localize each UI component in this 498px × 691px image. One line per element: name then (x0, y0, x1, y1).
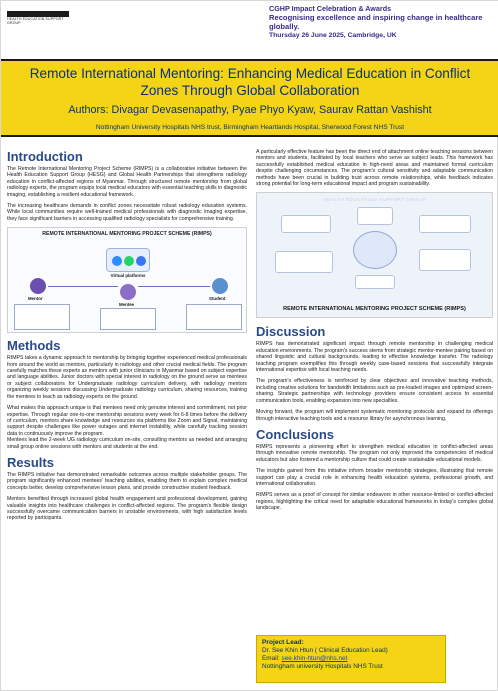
hesg-logo (7, 11, 69, 33)
student-avatar-icon (212, 278, 228, 294)
mentor-description-box (14, 304, 70, 330)
poster-title: Remote International Mentoring: Enhancing Medical Education in Conflict Zones Through Global Collaboration (29, 66, 471, 98)
mentor-label: Mentor (28, 296, 43, 302)
email-link[interactable]: see.khin-htun@nhs.net (281, 655, 348, 662)
infographic-node (355, 275, 395, 289)
rimps-infographic (256, 192, 493, 318)
discussion-paragraph: The program's effectiveness is reinforced by clear objectives and innovative teaching methods, including creative solutions for bandwidth limitations such as pre-loaded images and optimized screen-sharing. Strategic partnerships with technology providers ensure consistent access to essential communication tools, enabling expansion into new specialties. (256, 378, 493, 404)
infographic-node (275, 251, 333, 273)
mentee-student-arrow (138, 286, 210, 287)
conclusions-paragraph: RIMPS serves as a proof of concept for similar endeavors in other resource-limited or conflict-affected regions, highlighting the critical need for adaptable educational frameworks in today's complex global landscape. (256, 492, 493, 512)
conclusions-paragraph: The insights gained from this initiative inform broader mentorship strategies, illustrating that remote support can play a crucial role in enhancing health education systems, professional growth, and international collaboration. (256, 468, 493, 487)
mentor-mentee-arrow (48, 286, 118, 287)
infographic-node (419, 215, 471, 233)
infographic-caption: REMOTE INTERNATIONAL MENTORING PROJECT SCHEME (RIMPS) (283, 306, 466, 313)
event-tagline: Recognising excellence and inspiring change in healthcare globally. (269, 13, 483, 31)
discussion-paragraph: Moving forward, the program will implement systematic monitoring protocols and expand its offerings through interactive teaching tools and a resource library for asynchronous learning. (256, 409, 493, 422)
project-lead-email-row (262, 655, 440, 663)
project-lead-heading: Project Lead: (262, 639, 304, 646)
platform-logos-icon (107, 249, 151, 273)
project-lead-box (256, 635, 446, 683)
conclusions-paragraph: RIMPS represents a pioneering effort to strengthen medical education in conflict-affected areas through innovative remote mentorship. The program not only improved the competencies of medical educators but also fostered a mentorship culture that could create sustainable educational models. (256, 443, 493, 463)
mentoring-hub-icon (353, 231, 397, 269)
results-heading: Results (7, 454, 54, 470)
rimps-diagram (7, 227, 247, 333)
mentee-avatar-icon (120, 284, 136, 300)
methods-heading: Methods (7, 338, 61, 354)
right-column (256, 149, 493, 517)
introduction-paragraph: The increasing healthcare demands in conflict zones necessitate robust radiology education systems. While local communities require well-trained medical professionals with diagnostic imaging expertise, they face significant barriers in accessing qualified radiology specialists for comprehensive training. (7, 203, 247, 222)
email-label: Email: (262, 655, 280, 662)
header-band (1, 1, 498, 59)
logo-text: HEALTH EDUCATION SUPPORT GROUP (7, 17, 64, 25)
discussion-heading: Discussion (256, 324, 326, 340)
event-title: CGHP Impact Celebration & Awards (269, 4, 392, 13)
introduction-heading: Introduction (7, 149, 83, 164)
authors: Authors: Divagar Devasenapathy, Pyae Phyo Kyaw, Saurav Rattan Vashisht (68, 104, 432, 116)
virtual-platforms-label: Virtual platforms (110, 273, 146, 279)
introduction-paragraph: The Remote International Mentoring Project Scheme (RIMPS) is a collaborative initiative between the Health Education Support Group (HESG) and Global Health Partnerships that strengthens radiology education in conflict-affected regions of Myanmar. Through structured remote mentorship from global radiology experts, the program equips local medical educators with essential teaching skills in diagnostic imaging, establishing a resilient educational framework. (7, 166, 247, 198)
event-info (269, 4, 497, 40)
discussion-paragraph: RIMPS has demonstrated significant impact through remote mentorship in challenging medical education environments. The program's success stems from strategic mentor-mentee pairing based on shared linguistic and cultural backgrounds, leading to effective knowledge transfer. The radiology teaching program exemplifies this through weekly case-based sessions that successfully integrate international expertise with local teaching needs. (256, 341, 493, 374)
affiliations: Nottingham University Hospitals NHS trust, Birmingham Heartlands Hospital, Sherwood Forest NHS Trust (95, 124, 405, 131)
methods-paragraph: Mentees lead the 2-week UG radiology curriculum on-site, consulting mentors as needed and arranging small group online sessions with mentors and students at the end. (7, 437, 247, 450)
methods-paragraph: What makes this approach unique is that mentees need only genuine interest and commitment, not prior expertise. Through regular one-to-one mentorship sessions every week for 6-8 times before the delivery of curriculum, mentors share knowledge and resources via platforms like Zoom and Signal, maintaining support despite challenges like power outages and internet instability, while carefully tracking session data to continuously improve the program. (7, 405, 247, 437)
results-continued-paragraph: A particularly effective feature has been the direct end of attachment online teaching sessions between mentors and students, facilitated by local teachers who serve as subject leads. This framework has successfully established medical education in high-need areas and maintained formal curriculum despite challenging circumstances. The program's cultural sensitivity and adaptable communication methods have been crucial in building trust across remote relationships, while feedback indicates strong potential for long-term educational impact and program sustainability. (256, 149, 493, 188)
infographic-node (419, 249, 471, 271)
methods-paragraph: RIMPS takes a dynamic approach to mentorship by bringing together experienced medical professionals from around the world as mentors, particularly in radiology and other crucial medical fields. The program carefully matches these experts as mentors with junior clinicians in Myanmar based on subject expertise and language abilities. Junior doctors with special interest in radiology on the ground serve as mentees or subject collaborators for Undergraduate radiology curriculum delivery, with radiology mentors organizing weekly sessions discussing Undergraduate radiology curriculum, sharing resources, training the mentees to teach as radiology experts on the ground. (7, 355, 247, 400)
project-lead-organisation: Nottingham university Hospitals NHS Trust (262, 663, 383, 670)
mentor-avatar-icon (30, 278, 46, 294)
conclusions-heading: Conclusions (256, 426, 335, 442)
event-date: Thursday 26 June 2025, Cambridge, UK (269, 32, 397, 39)
infographic-node (357, 207, 393, 225)
mentee-description-box (100, 308, 156, 330)
student-label: Student (209, 296, 226, 302)
project-lead-name: Dr. See Khin Htun ( Clinical Education Lead) (262, 647, 388, 654)
title-banner (1, 59, 498, 137)
mentee-label: Mentee (119, 302, 135, 308)
diagram-title: REMOTE INTERNATIONAL MENTORING PROJECT SCHEME (RIMPS) (42, 231, 212, 238)
left-column (7, 149, 247, 522)
infographic-watermark: HEALTH EDUCATION SUPPORT GROUP (323, 197, 426, 203)
results-paragraph: Mentors benefited through increased global health engagement and professional development, gaining valuable insights into healthcare challenges in conflict-affected regions. The program's flexible design successfully overcame communication barriers in unstable environments, with high satisfaction levels reported by participants. (7, 496, 247, 522)
virtual-platforms-icon (106, 248, 150, 272)
student-description-box (186, 304, 242, 330)
infographic-node (281, 215, 331, 233)
results-paragraph: The RIMPS initiative has demonstrated remarkable outcomes across multiple stakeholder groups. The program significantly enhanced mentees' teaching abilities, enabling them to explain complex medical concepts better, develop comprehensive lesson plans, and provide constructive student feedback. (7, 471, 247, 491)
